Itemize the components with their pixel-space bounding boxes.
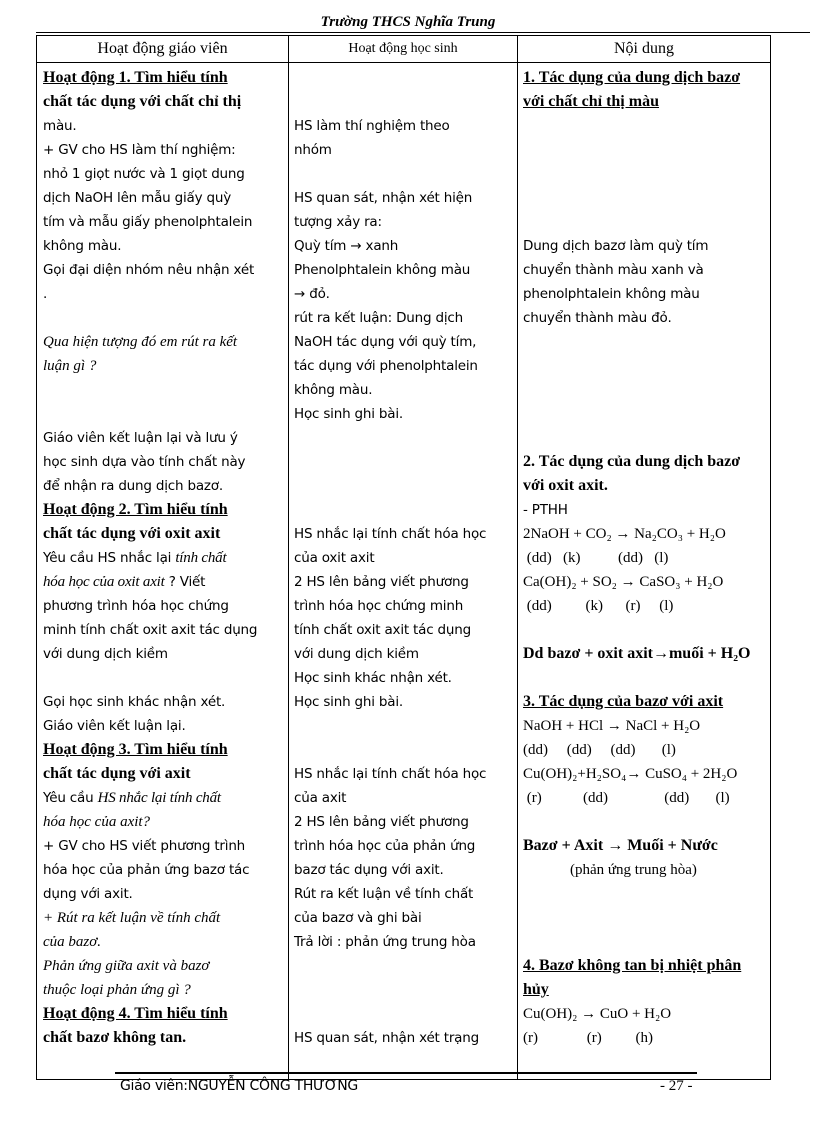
text-line: phenolphtalein không màu	[523, 286, 700, 302]
text-line: Phenolphtalein không màu	[294, 262, 471, 278]
section-1-title: 1. Tác dụng của dung dịch bazơ	[523, 69, 741, 86]
text-line: 2 HS lên bảng viết phương	[294, 574, 469, 590]
text-line: Rút ra kết luận về tính chất	[294, 886, 474, 902]
text-line: trình hóa học chứng minh	[294, 598, 464, 614]
text-line: NaOH tác dụng với quỳ tím,	[294, 334, 477, 350]
text-line: chất tác dụng với chất chỉ thị	[43, 93, 242, 110]
section-1-title-cont: với chất chỉ thị màu	[523, 93, 659, 110]
text-line: chuyển thành màu xanh và	[523, 262, 704, 278]
header-rule	[36, 32, 810, 33]
state-labels: (r) (r) (h)	[523, 1030, 653, 1046]
summary-rule: Bazơ + Axit → Muối + Nước	[523, 837, 718, 854]
text-line: phương trình hóa học chứng	[43, 598, 229, 614]
text-line: chất tác dụng với oxit axit	[43, 525, 221, 542]
text-line: để nhận ra dung dịch bazơ.	[43, 478, 223, 494]
footer-rule	[115, 1072, 697, 1074]
text-line: .	[43, 286, 48, 302]
text-line: hóa học của oxit axit ? Viết	[43, 574, 206, 590]
text-line: với dung dịch kiềm	[294, 646, 419, 662]
text-line: tím và mẫu giấy phenolphtalein	[43, 214, 253, 230]
text-line: tác dụng với phenolphtalein	[294, 358, 478, 374]
text-line: dụng với axit.	[43, 886, 133, 902]
section-2-title: 2. Tác dụng của dung dịch bazơ	[523, 453, 741, 470]
text-line: tính chất oxit axit tác dụng	[294, 622, 471, 638]
text-line: với dung dịch kiềm	[43, 646, 168, 662]
text-line: của oxit axit	[294, 550, 375, 566]
text-line: HS nhắc lại tính chất hóa học	[294, 766, 487, 782]
state-labels: (dd) (dd) (dd) (l)	[523, 742, 676, 758]
lesson-table	[36, 35, 771, 1080]
equation: NaOH + HCl → NaCl + H₂O	[523, 718, 701, 734]
text-line: của axit	[294, 790, 347, 806]
section-4-title-cont: hủy	[523, 981, 549, 998]
text-line: Yêu cầu HS nhắc lại tính chất	[43, 790, 221, 806]
activity-1-title: Hoạt động 1. Tìm hiểu tính	[43, 69, 228, 86]
activity-4-title: Hoạt động 4. Tìm hiểu tính	[43, 1005, 228, 1022]
header-teacher-activity: Hoạt động giáo viên	[37, 36, 289, 63]
state-labels: (dd) (k) (r) (l)	[523, 598, 674, 614]
text-line: Giáo viên kết luận lại và lưu ý	[43, 430, 238, 446]
text-line: HS quan sát, nhận xét hiện	[294, 190, 473, 206]
text-line: Giáo viên kết luận lại.	[43, 718, 186, 734]
text-line: dịch NaOH lên mẫu giấy quỳ	[43, 190, 231, 206]
text-line: 2 HS lên bảng viết phương	[294, 814, 469, 830]
text-line: nhỏ 1 giọt nước và 1 giọt dung	[43, 166, 245, 182]
header-student-activity: Hoạt động học sinh	[289, 36, 518, 63]
text-line: - PTHH	[523, 502, 568, 518]
section-3-title: 3. Tác dụng của bazơ với axit	[523, 693, 724, 710]
text-line: hóa học của phản ứng bazơ tác	[43, 862, 250, 878]
text-line: Học sinh khác nhận xét.	[294, 670, 452, 686]
text-line: hóa học của axit?	[43, 814, 151, 830]
equation: 2NaOH + CO₂ → Na₂CO₃ + H₂O	[523, 526, 726, 542]
text-line: học sinh dựa vào tính chất này	[43, 454, 246, 470]
text-line: + GV cho HS làm thí nghiệm:	[43, 142, 236, 158]
text-line: tượng xảy ra:	[294, 214, 382, 230]
text-line: minh tính chất oxit axit tác dụng	[43, 622, 258, 638]
question-line: luận gì ?	[43, 358, 97, 374]
equation: Cu(OH)₂+H₂SO₄→ CuSO₄ + 2H₂O	[523, 766, 738, 782]
text-line: màu.	[43, 118, 77, 134]
text-line: chất bazơ không tan.	[43, 1029, 187, 1046]
text-line: HS nhắc lại tính chất hóa học	[294, 526, 487, 542]
text-line: Quỳ tím → xanh	[294, 238, 399, 254]
text-line: của bazơ.	[43, 934, 102, 950]
text-line: + GV cho HS viết phương trình	[43, 838, 246, 854]
activity-3-title: Hoạt động 3. Tìm hiểu tính	[43, 741, 228, 758]
text-line: Yêu cầu HS nhắc lại tính chất	[43, 550, 227, 566]
header-content: Nội dung	[518, 36, 771, 63]
section-2-title-cont: với oxit axit.	[523, 477, 608, 494]
school-header: Trường THCS Nghĩa Trung	[320, 14, 496, 30]
teacher-activity-cell	[37, 63, 289, 1080]
text-line: HS quan sát, nhận xét trạng	[294, 1030, 479, 1046]
equation: Cu(OH)₂ → CuO + H₂O	[523, 1006, 672, 1022]
text-line: Gọi học sinh khác nhận xét.	[43, 694, 226, 710]
text-line: trình hóa học của phản ứng	[294, 838, 476, 854]
footer-page-number: - 27 -	[660, 1078, 693, 1094]
activity-2-title: Hoạt động 2. Tìm hiểu tính	[43, 501, 228, 518]
text-line: không màu.	[294, 382, 373, 398]
text-line: nhóm	[294, 142, 332, 158]
section-4-title: 4. Bazơ không tan bị nhiệt phân	[523, 957, 742, 974]
reaction-type: (phản ứng trung hòa)	[570, 862, 697, 878]
text-line: không màu.	[43, 238, 122, 254]
table-header-row	[37, 36, 771, 63]
summary-rule: Dd bazơ + oxit axit→muối + H₂O	[523, 645, 751, 662]
text-line: Dung dịch bazơ làm quỳ tím	[523, 238, 709, 254]
question-line: Qua hiện tượng đó em rút ra kết	[43, 334, 238, 350]
text-line: của bazơ và ghi bài	[294, 910, 422, 926]
text-line: chuyển thành màu đỏ.	[523, 310, 672, 326]
content-cell	[518, 63, 771, 1080]
question-line: thuộc loại phản ứng gì ?	[43, 982, 191, 998]
state-labels: (r) (dd) (dd) (l)	[523, 790, 730, 806]
text-line: Học sinh ghi bài.	[294, 406, 403, 422]
state-labels: (dd) (k) (dd) (l)	[523, 550, 669, 566]
text-line: rút ra kết luận: Dung dịch	[294, 310, 463, 326]
student-activity-cell	[289, 63, 518, 1080]
text-line: Trả lời : phản ứng trung hòa	[294, 934, 476, 950]
text-line: chất tác dụng với axit	[43, 765, 191, 782]
text-line: HS làm thí nghiệm theo	[294, 118, 450, 134]
footer-teacher: Giáo viên:NGUYỄN CÔNG THƯƠNG	[120, 1078, 358, 1094]
text-line: → đỏ.	[294, 286, 330, 302]
table-body-row	[37, 63, 771, 1080]
equation: Ca(OH)₂ + SO₂ → CaSO₃ + H₂O	[523, 574, 724, 590]
text-line: + Rút ra kết luận về tính chất	[43, 910, 221, 926]
text-line: Gọi đại diện nhóm nêu nhận xét	[43, 262, 255, 278]
text-line: bazơ tác dụng với axit.	[294, 862, 444, 878]
question-line: Phản ứng giữa axit và bazơ	[43, 958, 210, 974]
text-line: Học sinh ghi bài.	[294, 694, 403, 710]
